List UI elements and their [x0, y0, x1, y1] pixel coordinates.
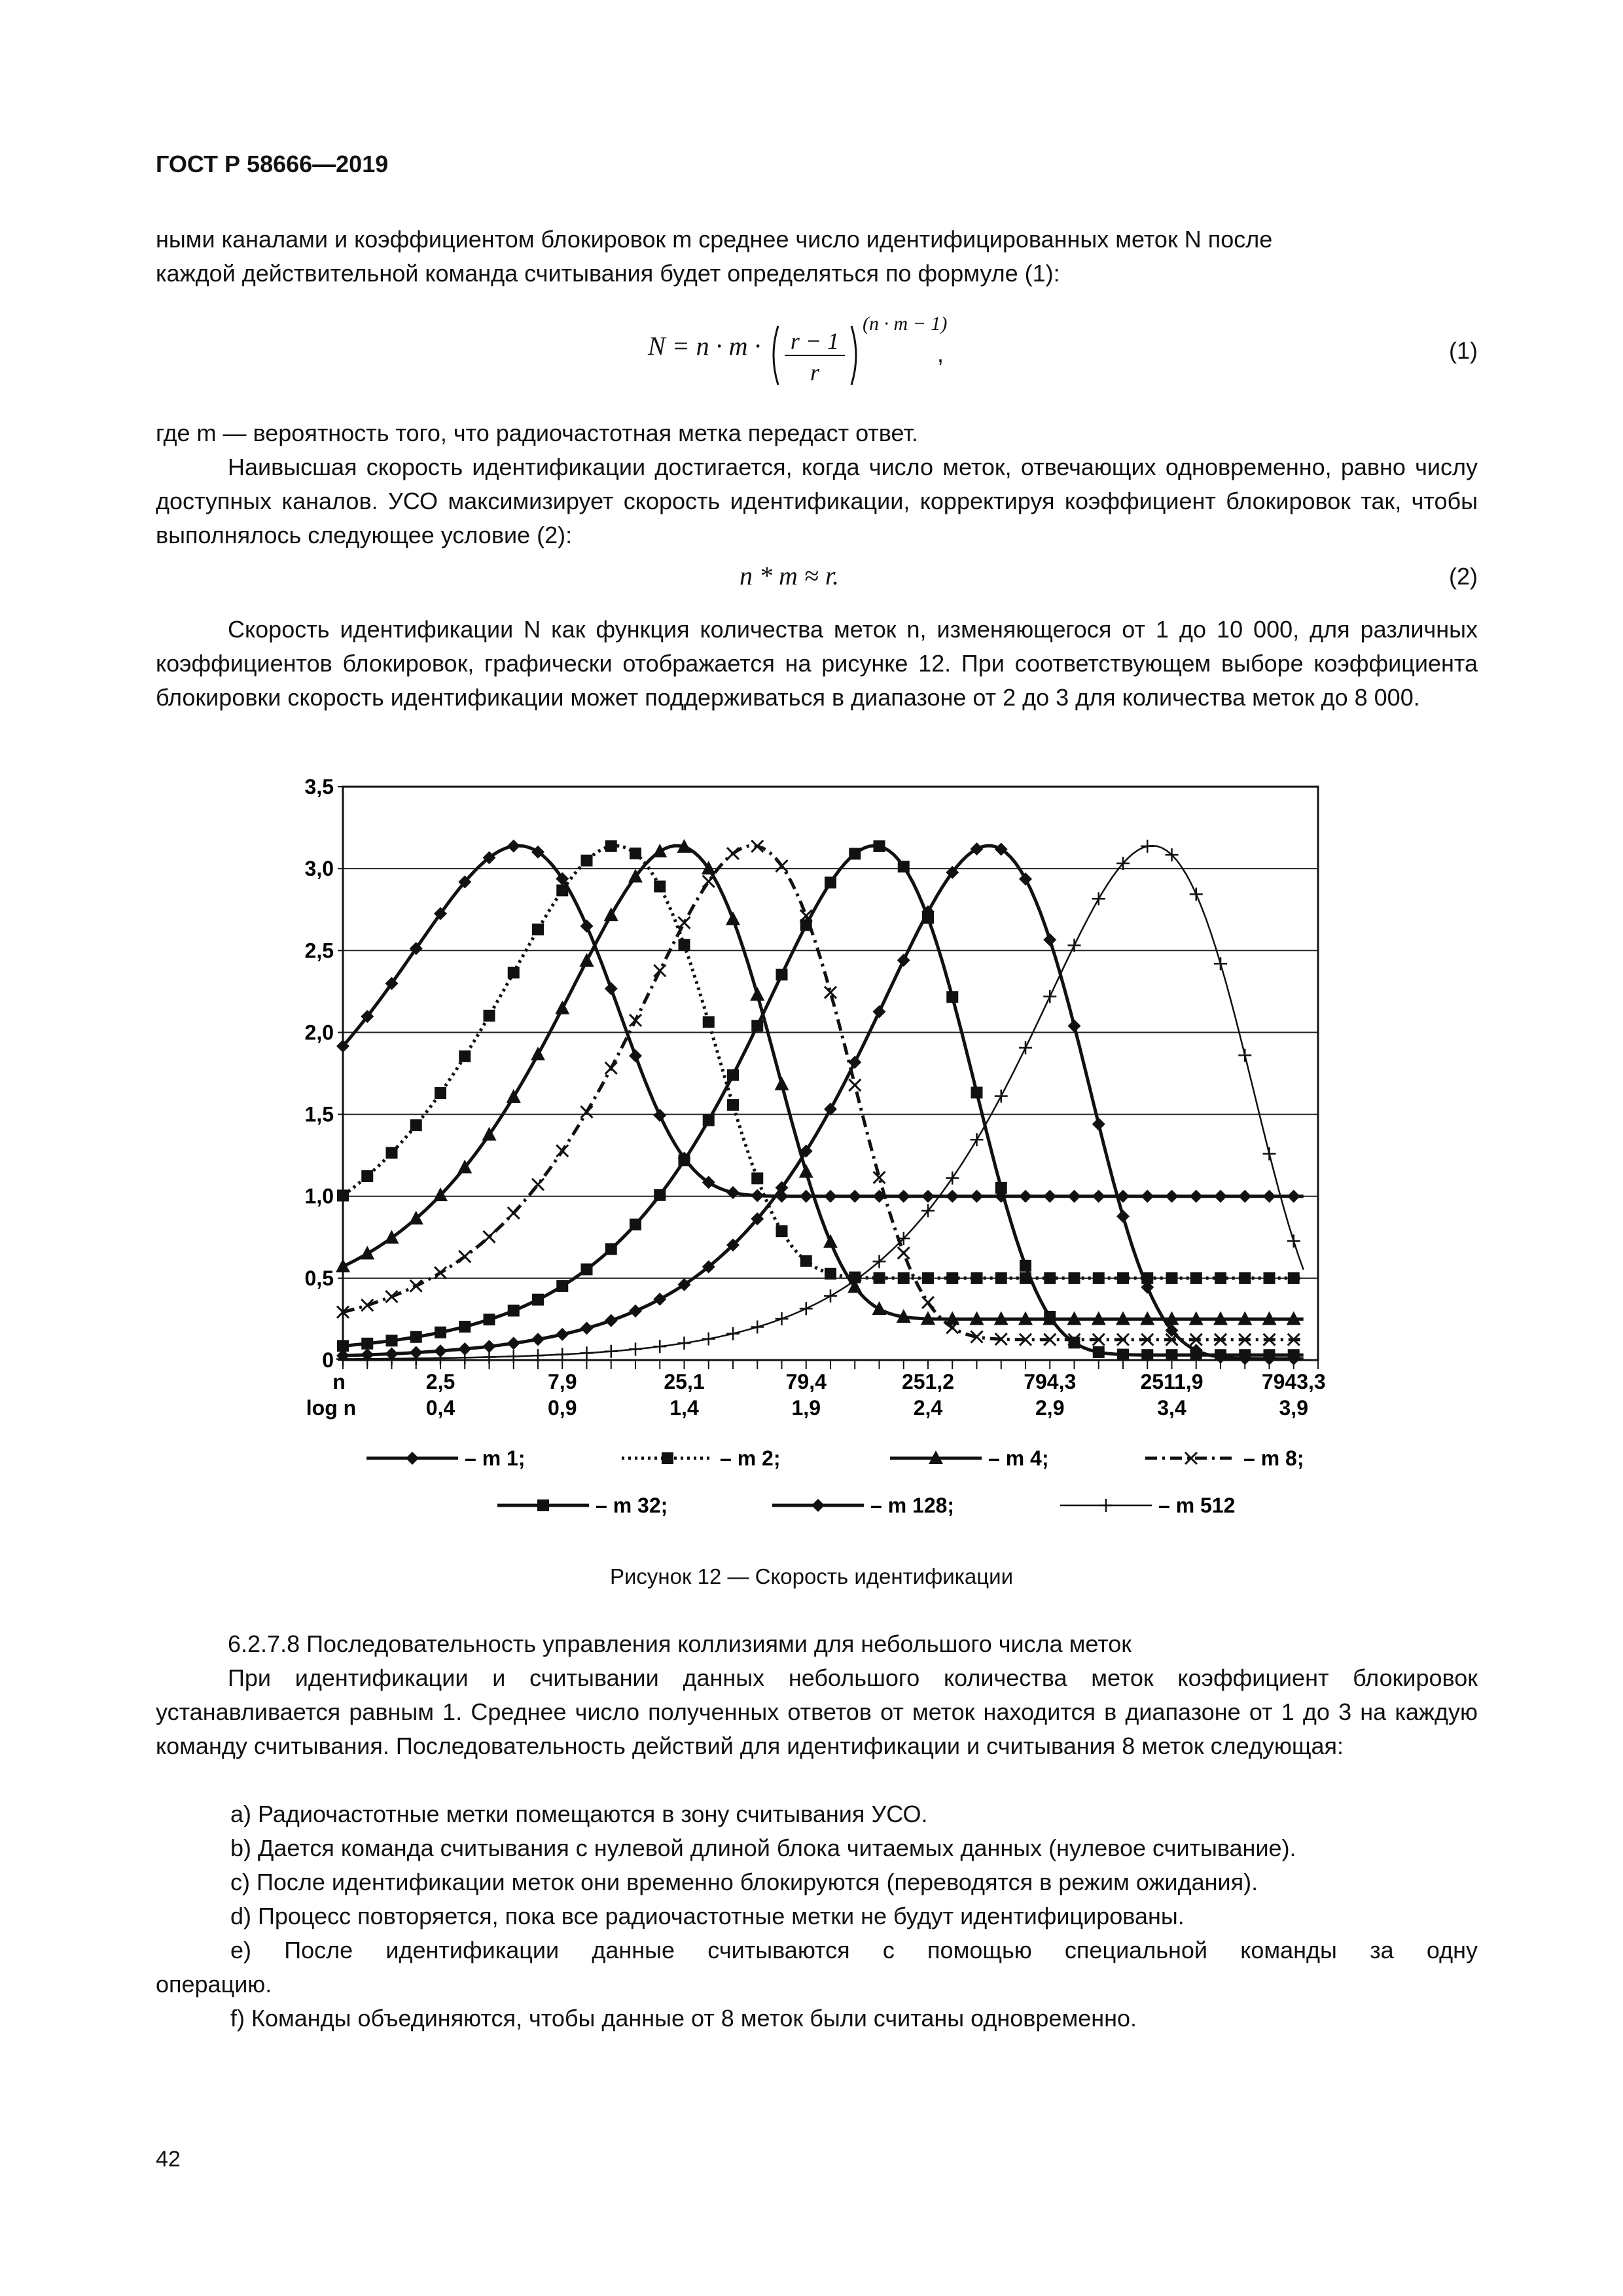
data-point-m512	[776, 1312, 789, 1325]
data-point-m8	[849, 1079, 861, 1091]
data-point-m8	[703, 876, 715, 888]
data-point-m2	[776, 1225, 788, 1237]
data-point-m2	[532, 924, 544, 935]
data-point-m1	[1238, 1190, 1251, 1203]
figure-caption: Рисунок 12 — Скорость идентификации	[609, 1564, 1014, 1588]
data-point-m128	[1043, 933, 1056, 946]
data-point-m512	[1214, 957, 1227, 970]
data-point-m32	[459, 1321, 471, 1333]
data-point-m32	[679, 1155, 690, 1166]
data-point-m1	[848, 1190, 861, 1203]
data-point-m32	[1044, 1311, 1056, 1323]
formula-1	[648, 331, 761, 361]
data-point-m2	[1069, 1272, 1080, 1284]
legend-marker	[406, 1452, 419, 1465]
data-point-m8	[776, 860, 788, 872]
data-point-m1	[921, 1190, 935, 1203]
data-point-m2	[825, 1268, 836, 1280]
data-point-m2	[727, 1099, 739, 1111]
data-point-m2	[386, 1147, 398, 1158]
data-point-m128	[1068, 1020, 1081, 1033]
data-point-m32	[874, 840, 885, 852]
data-point-m32	[849, 848, 861, 859]
data-point-m8	[654, 965, 666, 977]
data-point-m128	[531, 1333, 544, 1346]
data-point-m4	[750, 987, 764, 1001]
data-point-m1	[1166, 1190, 1179, 1203]
data-point-m512	[824, 1289, 837, 1302]
data-point-m4	[775, 1077, 789, 1090]
data-point-m8	[459, 1251, 471, 1263]
data-point-m32	[361, 1338, 373, 1350]
data-point-m1	[1287, 1190, 1300, 1203]
data-point-m8	[679, 917, 690, 929]
data-point-m32	[898, 861, 910, 872]
data-point-m2	[1264, 1272, 1275, 1284]
data-point-m2	[995, 1272, 1007, 1284]
data-point-m1	[629, 1049, 642, 1062]
paragraph-where: где m — вероятность того, что радиочастотная метка передаст ответ.	[156, 420, 918, 446]
paragraph-line: ными каналами и коэффициентом блокировок m среднее число идентифицированных меток N после	[156, 226, 1273, 253]
data-point-m512	[434, 1352, 447, 1365]
y-tick-label: 0	[322, 1348, 334, 1372]
formula-fraction	[769, 313, 861, 398]
data-point-m1	[1068, 1190, 1081, 1203]
paragraph-line: каждой действительной команда считывания будет определяться по формуле (1):	[156, 260, 1060, 287]
data-point-m8	[898, 1247, 910, 1259]
data-point-m128	[580, 1321, 594, 1335]
legend-label: – m 512	[1158, 1494, 1236, 1517]
data-point-m128	[848, 1056, 861, 1069]
data-point-m2	[679, 939, 690, 951]
y-tick-label: 3,0	[304, 857, 334, 881]
data-point-m2	[630, 848, 641, 859]
x-tick-label-n: 25,1	[664, 1370, 705, 1393]
data-point-m32	[1141, 1349, 1153, 1361]
section-title: 6.2.7.8 Последовательность управления коллизиями для небольшого числа меток	[228, 1630, 1132, 1657]
y-tick-label: 1,5	[304, 1102, 334, 1126]
data-point-m512	[800, 1302, 813, 1315]
data-point-m32	[1166, 1349, 1178, 1361]
data-point-m1	[824, 1190, 837, 1203]
legend-marker	[662, 1452, 673, 1464]
data-point-m1	[971, 1190, 984, 1203]
data-point-m4	[580, 953, 594, 967]
x-tick-label-n: 794,3	[1024, 1370, 1077, 1393]
data-point-m512	[629, 1342, 642, 1355]
data-point-m128	[1092, 1117, 1105, 1130]
list-item: f) Команды объединяются, чтобы данные от 8 меток были считаны одновременно.	[230, 2005, 1137, 2032]
data-point-m32	[484, 1314, 495, 1325]
data-point-m2	[410, 1119, 422, 1131]
data-point-m2	[556, 884, 568, 896]
x-tick-label-logn: 1,9	[791, 1396, 821, 1420]
data-point-m8	[532, 1179, 544, 1191]
series-line-m8	[343, 846, 1304, 1340]
formula-lhs: N = n · m ·	[648, 331, 761, 361]
paragraph-max-speed: Наивысшая скорость идентификации достигается, когда число меток, отвечающих одновременно, равно числу доступных каналов. УСО максимизирует скорость идентификации, корректируя коэффициент блокировок так, чтобы выполнялось следующее условие (2):	[156, 454, 1478, 548]
data-point-m2	[946, 1272, 958, 1284]
data-point-m2	[1117, 1272, 1129, 1284]
data-point-m32	[751, 1020, 763, 1031]
data-point-m4	[531, 1047, 545, 1060]
data-point-m1	[1043, 1190, 1056, 1203]
fraction-numerator: r − 1	[790, 328, 840, 354]
data-point-m2	[1093, 1272, 1105, 1284]
data-point-m512	[678, 1336, 691, 1350]
data-point-m128	[873, 1005, 886, 1018]
data-point-m128	[897, 954, 910, 967]
data-point-m32	[995, 1182, 1007, 1194]
data-point-m32	[1069, 1336, 1080, 1348]
legend-marker	[812, 1499, 825, 1512]
y-tick-label: 1,0	[304, 1184, 334, 1208]
data-point-m32	[825, 876, 836, 888]
formula-exponent: (n · m − 1)	[863, 313, 948, 334]
legend-label: – m 128;	[870, 1494, 955, 1517]
data-point-m32	[971, 1086, 983, 1098]
data-point-m512	[946, 1172, 959, 1185]
data-point-m4	[385, 1230, 399, 1244]
data-point-m512	[458, 1351, 471, 1364]
data-point-m128	[1019, 872, 1032, 886]
x-tick-label-logn: 3,9	[1279, 1396, 1308, 1420]
data-point-m32	[435, 1327, 446, 1338]
data-point-m512	[995, 1090, 1008, 1103]
formula-comma: ,	[937, 340, 944, 367]
data-point-m128	[629, 1304, 642, 1318]
list-item: a) Радиочастотные метки помещаются в зону считывания УСО.	[230, 1801, 928, 1827]
x-tick-label-logn: 0,4	[425, 1396, 455, 1420]
data-point-m32	[946, 991, 958, 1003]
data-point-m512	[1141, 840, 1154, 853]
x-tick-label-logn: 3,4	[1157, 1396, 1186, 1420]
data-point-m32	[776, 969, 788, 980]
data-point-m32	[1093, 1346, 1105, 1358]
data-point-m2	[898, 1272, 910, 1284]
list-item: d) Процесс повторяется, пока все радиочастотные метки не будут идентифицированы.	[230, 1903, 1185, 1929]
data-point-m1	[1263, 1190, 1276, 1203]
data-point-m512	[556, 1348, 569, 1361]
data-point-m2	[1215, 1272, 1226, 1284]
data-point-m1	[1190, 1190, 1203, 1203]
data-point-m2	[1166, 1272, 1178, 1284]
series-line-m4	[343, 846, 1304, 1319]
equation-number-1: (1)	[1449, 337, 1478, 364]
y-tick-label: 0,5	[304, 1266, 334, 1290]
list-item: b) Дается команда считывания с нулевой длиной блока читаемых данных (нулевое считывание).	[230, 1835, 1296, 1861]
data-point-m32	[703, 1115, 715, 1126]
x-tick-label-n: 251,2	[901, 1370, 955, 1393]
data-point-m32	[581, 1263, 593, 1275]
data-point-m512	[580, 1346, 594, 1359]
data-point-m4	[823, 1234, 838, 1248]
data-point-m1	[1019, 1190, 1032, 1203]
data-point-m32	[508, 1304, 520, 1316]
x-axis-label-n: n	[332, 1370, 346, 1393]
x-tick-label-logn: 2,9	[1035, 1396, 1065, 1420]
data-point-m2	[484, 1010, 495, 1022]
data-point-m1	[605, 982, 618, 996]
data-point-m2	[581, 855, 593, 867]
data-point-m1	[897, 1190, 910, 1203]
data-point-m32	[654, 1189, 666, 1201]
data-point-m512	[1043, 990, 1056, 1003]
data-point-m128	[653, 1293, 666, 1306]
data-point-m2	[1288, 1272, 1300, 1284]
data-point-m512	[971, 1133, 984, 1146]
legend-label: – m 8;	[1243, 1446, 1304, 1470]
data-point-m2	[751, 1172, 763, 1184]
x-axis-label-logn: log n	[306, 1396, 357, 1420]
list-item-continuation: операцию.	[156, 1971, 272, 1998]
series-line-m512	[343, 846, 1304, 1359]
data-point-m4	[872, 1301, 887, 1315]
data-point-m2	[1239, 1272, 1251, 1284]
data-point-m2	[800, 1255, 812, 1267]
data-point-m1	[1141, 1190, 1154, 1203]
x-tick-label-logn: 2,4	[913, 1396, 943, 1420]
legend-label: – m 4;	[988, 1446, 1049, 1470]
data-point-m4	[555, 1001, 569, 1014]
data-point-m8	[630, 1014, 641, 1026]
x-tick-label-n: 7,9	[548, 1370, 577, 1393]
data-point-m512	[483, 1350, 496, 1363]
legend-marker	[537, 1499, 549, 1511]
data-point-m1	[726, 1186, 740, 1199]
data-point-m2	[703, 1016, 715, 1028]
x-tick-label-logn: 0,9	[548, 1396, 577, 1420]
list-item: c) После идентификации меток они временно блокируются (переводятся в режим ожидания).	[230, 1869, 1258, 1895]
data-point-m512	[1263, 1147, 1276, 1160]
data-point-m2	[1190, 1272, 1202, 1284]
data-point-m8	[922, 1297, 934, 1308]
data-point-m4	[799, 1164, 813, 1177]
data-point-m2	[971, 1272, 983, 1284]
data-point-m32	[1117, 1349, 1129, 1361]
data-point-m32	[556, 1280, 568, 1292]
data-point-m32	[1020, 1260, 1031, 1272]
data-point-m1	[751, 1189, 764, 1202]
data-point-m1	[946, 1190, 959, 1203]
data-point-m32	[386, 1335, 398, 1346]
data-point-m1	[580, 920, 594, 933]
data-point-m512	[726, 1327, 740, 1340]
data-point-m8	[410, 1280, 422, 1292]
data-point-m128	[556, 1328, 569, 1341]
data-point-m512	[605, 1345, 618, 1358]
data-point-m32	[630, 1219, 641, 1230]
paragraph-intro	[156, 223, 1478, 291]
formula-2: n * m ≈ r.	[740, 561, 839, 590]
data-point-m512	[1238, 1049, 1251, 1062]
y-tick-label: 2,5	[304, 939, 334, 963]
data-point-m512	[1019, 1041, 1032, 1054]
data-point-m128	[605, 1314, 618, 1327]
data-point-m2	[654, 880, 666, 892]
data-point-m4	[726, 911, 740, 925]
data-point-m2	[874, 1272, 885, 1284]
y-tick-label: 2,0	[304, 1020, 334, 1045]
data-point-m32	[800, 919, 812, 931]
data-point-m512	[1092, 892, 1105, 905]
x-tick-label-logn: 1,4	[669, 1396, 699, 1420]
data-point-m512	[702, 1333, 715, 1346]
legend-label: – m 1;	[465, 1446, 526, 1470]
x-tick-label-n: 7943,3	[1261, 1370, 1326, 1393]
paragraph-figure-ref: Скорость идентификации N как функция количества меток n, изменяющегося от 1 до 10 000, для различных коэффициентов блокировок, графически отображается на рисунке 12. При соответствующем выборе коэффициента блокировки скорость идентификации может поддерживаться в диапазоне от 2 до 3 для количества меток до 8 000.	[156, 616, 1478, 711]
data-point-m2	[1044, 1272, 1056, 1284]
legend-label: – m 2;	[720, 1446, 781, 1470]
data-point-m2	[459, 1050, 471, 1062]
data-point-m4	[360, 1246, 374, 1259]
data-point-m512	[1190, 888, 1203, 901]
y-tick-label: 3,5	[304, 775, 334, 798]
data-point-m4	[652, 844, 667, 857]
data-point-m32	[532, 1294, 544, 1306]
legend-label: – m 32;	[596, 1494, 668, 1517]
fraction-denominator: r	[810, 359, 819, 386]
data-point-m32	[727, 1069, 739, 1081]
data-point-m1	[1092, 1190, 1105, 1203]
data-point-m2	[361, 1170, 373, 1182]
data-point-m2	[605, 840, 617, 852]
legend-marker	[1099, 1499, 1113, 1512]
data-point-m2	[508, 967, 520, 978]
series-line-m2	[343, 846, 1304, 1278]
x-tick-label-n: 2,5	[425, 1370, 455, 1393]
data-point-m2	[435, 1087, 446, 1099]
data-point-m128	[507, 1336, 520, 1350]
data-point-m8	[581, 1106, 593, 1118]
data-point-m512	[653, 1340, 666, 1353]
data-point-m8	[435, 1267, 446, 1279]
data-point-m2	[922, 1272, 934, 1284]
data-point-m128	[1116, 1210, 1130, 1223]
data-point-m1	[653, 1109, 666, 1122]
data-point-m32	[605, 1243, 617, 1255]
data-point-m8	[727, 848, 739, 859]
data-point-m1	[1214, 1190, 1227, 1203]
x-tick-label-n: 2511,9	[1140, 1370, 1204, 1393]
data-point-m512	[751, 1321, 764, 1334]
data-point-m8	[556, 1145, 568, 1157]
data-point-m8	[605, 1062, 617, 1074]
document-header: ГОСТ Р 58666—2019	[156, 151, 389, 177]
page-number: 42	[156, 2147, 181, 2172]
data-point-m2	[337, 1190, 349, 1202]
data-point-m1	[507, 840, 520, 853]
data-point-m8	[484, 1231, 495, 1243]
x-tick-label-n: 79,4	[785, 1370, 827, 1393]
list-item: e) После идентификации данные считываются с помощью специальной команды за одну	[230, 1937, 1478, 1964]
paragraph-small-tags: При идентификации и считывании данных небольшого количества меток коэффициент блокировок устанавливается равным 1. Среднее число полученных ответов от меток находится в диапазоне от 1 до 3 на каждую команду считывания. Последовательность действий для идентификации и считывания 8 меток следующая:	[156, 1664, 1478, 1759]
data-point-m32	[410, 1331, 422, 1343]
series-line-m128	[343, 846, 1304, 1359]
identification-speed-chart	[275, 772, 1348, 1545]
equation-number-2: (2)	[1449, 563, 1478, 590]
data-point-m512	[1287, 1234, 1300, 1247]
data-point-m8	[508, 1207, 520, 1219]
